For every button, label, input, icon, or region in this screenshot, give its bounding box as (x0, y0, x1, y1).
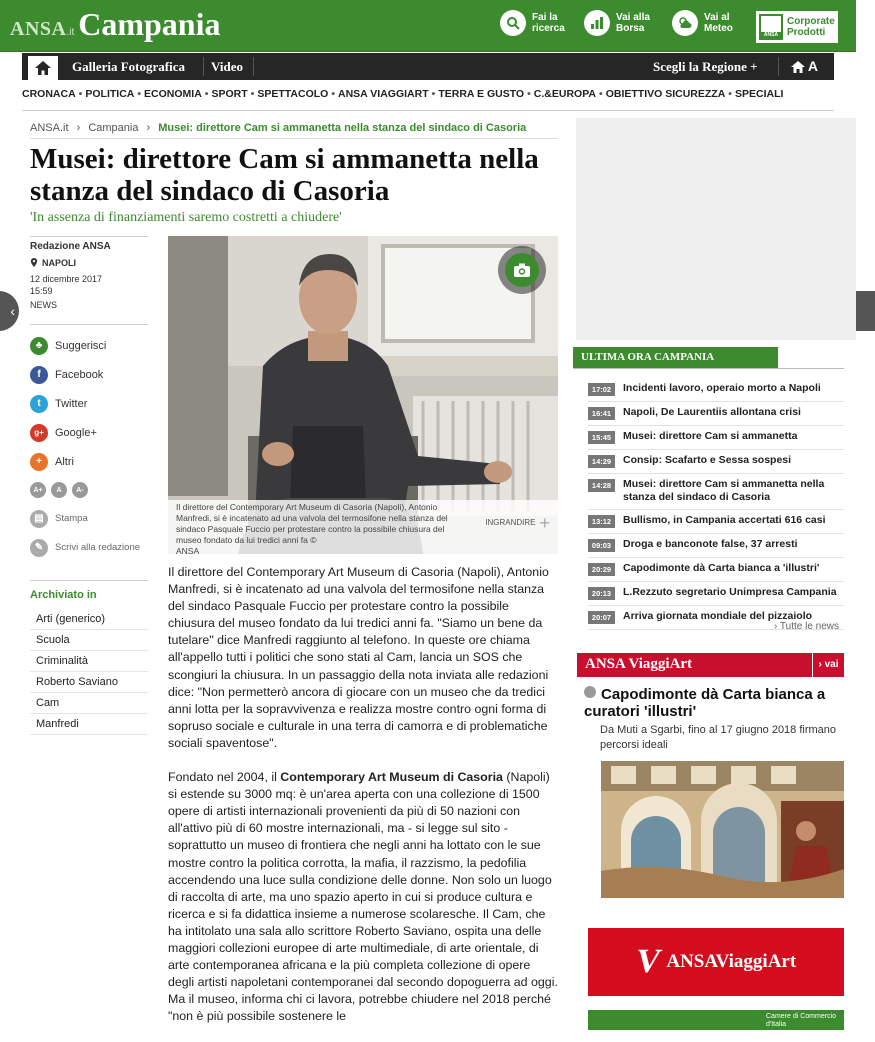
viaggiart-banner-text: ANSAViaggiArt (666, 951, 797, 972)
nav-gallery-link[interactable]: Galleria Fotografica (72, 59, 185, 74)
stock-tool-label-2: Borsa (616, 23, 645, 34)
corporate-label-2: Prodotti (787, 27, 826, 38)
news-item[interactable] (588, 402, 844, 426)
logo-region: Campania (78, 6, 221, 42)
fresco-illustration (601, 761, 844, 898)
viaggiart-banner[interactable] (588, 928, 844, 996)
news-time-badge: 17:02 (588, 383, 615, 396)
news-headline: Consip: Scafarto e Sessa sospesi (623, 454, 792, 466)
weather-tool[interactable] (672, 10, 750, 36)
stock-tool-label-1: Vai alla (616, 12, 650, 23)
weather-tool-label-1: Vai al (704, 12, 730, 23)
prev-article-arrow[interactable] (0, 291, 19, 331)
write-editor-button[interactable] (30, 533, 148, 562)
news-item[interactable] (588, 558, 844, 582)
pencil-icon: ✎ (30, 539, 48, 557)
viaggiart-summary: Da Muti a Sgarbi, fino al 17 giugno 2018 firmano percorsi ideali (600, 724, 837, 751)
news-item[interactable] (588, 426, 844, 450)
chevron-left-icon: ‹ (10, 303, 15, 319)
home-small-icon (791, 61, 805, 73)
news-headline: Musei: direttore Cam si ammanetta nella stanza del sindaco di Casoria (623, 478, 825, 503)
section-separator: • (527, 88, 531, 100)
viaggiart-headline-text: Capodimonte dà Carta bianca a curatori 'illustri' (584, 686, 826, 720)
search-tool-label-1: Fai la (532, 12, 558, 23)
search-icon (500, 10, 526, 36)
article-date: 12 dicembre 2017 (30, 274, 103, 284)
archive-heading: Archiviato in (30, 589, 97, 601)
share-twitter[interactable] (30, 389, 148, 418)
section-link[interactable]: SPECIALI (734, 88, 784, 100)
breadcrumb-section[interactable]: Campania (88, 122, 139, 134)
camera-icon (505, 253, 539, 287)
news-item[interactable] (588, 450, 844, 474)
section-menu (22, 88, 834, 104)
news-time-badge: 09:03 (588, 539, 615, 552)
news-headline: Capodimonte dà Carta bianca a 'illustri' (623, 562, 820, 574)
share-more-label: Altri (55, 455, 74, 468)
ansa-badge-icon (759, 14, 783, 40)
section-separator: • (331, 88, 336, 100)
corporate-products-button[interactable] (756, 11, 838, 43)
news-item[interactable] (588, 534, 844, 558)
cc-label-1: Camere di Commercio (766, 1013, 837, 1020)
section-separator: • (599, 88, 603, 100)
font-size-controls (30, 476, 148, 504)
section-separator: • (137, 88, 142, 100)
chamber-of-commerce-banner[interactable] (588, 1010, 844, 1030)
paragraph-text: (Napoli) si estende su 3000 mq: è un'area aperta con una collezione di 1500 opere di artisti internazionali provenienti da più di 50 nazioni con all'attivo più di 60 mostre internazionali, ma - si legge sul sito - soprattutto un museo di frontiera che negli anni ha lottato con le sue mostre contro la politica corrotta, la mafia, il razzismo, la pedofilia accendendo una luce sulla condizione delle donne. Non solo un luogo di raccolta di arte, ma uno spazio aperto in cui si produce cultura e ricerca e si fa didattica insieme a numerose scolaresche. Il Cam, che ha intitolato una sala allo scrittore Roberto Saviano, ospita una delle maggiori collezioni europee di arte multimediale, di arte orientale, di arte contemporanea africana e la più completa collezione di opere degli artisti napoletani contemporanei dal secondo dopoguerra ad oggi. Ma il museo, informa chi ci lavora, potrebbe chiudere nel 2018 perché "non è più possibile sostenere le (168, 770, 558, 1024)
article-city (30, 257, 148, 269)
nav-video-link[interactable]: Video (211, 59, 244, 74)
news-headline: Napoli, De Laurentiis allontana crisi (623, 406, 801, 418)
share-facebook[interactable] (30, 360, 148, 389)
article-body (168, 564, 558, 1042)
plus-icon: + (539, 512, 550, 533)
weather-tool-label-2: Meteo (704, 23, 733, 34)
search-tool-label-2: ricerca (532, 23, 565, 34)
article-title: Musei: direttore Cam si ammanetta nella stanza del sindaco di Casoria (30, 143, 539, 207)
section-separator: • (431, 88, 436, 100)
plus-icon: + (30, 453, 48, 471)
nav-divider (253, 57, 254, 76)
viaggiart-more-link[interactable]: › vai (812, 653, 844, 677)
news-time-badge: 16:41 (588, 407, 615, 420)
article-type: NEWS (30, 300, 57, 310)
info-icon (584, 686, 596, 698)
share-google-plus[interactable] (30, 418, 148, 447)
enlarge-label: INGRANDIRE (485, 518, 536, 527)
viaggiart-headline[interactable] (584, 686, 846, 720)
section-separator: • (78, 88, 83, 100)
weather-icon (672, 10, 698, 36)
news-time-badge: 14:29 (588, 455, 615, 468)
section-link[interactable]: C.&EUROPA (533, 88, 597, 100)
latest-news-list (588, 378, 844, 630)
print-button[interactable] (30, 504, 148, 533)
printer-icon: ▤ (30, 510, 48, 528)
section-link[interactable]: SPETTACOLO (257, 88, 329, 100)
article-subtitle: 'In assenza di finanziamenti saremo costretti a chiudere' (30, 210, 342, 225)
share-facebook-label: Facebook (55, 368, 104, 381)
section-link[interactable]: CRONACA (22, 88, 76, 100)
region-selector[interactable]: Scegli la Regione + (653, 59, 758, 74)
viaggiart-image[interactable] (601, 761, 844, 898)
archive-tag[interactable]: Roberto Saviano (30, 672, 148, 693)
suggest-icon: ♣ (30, 337, 48, 355)
share-panel (30, 324, 148, 562)
write-editor-label: Scrivi alla redazione (55, 542, 141, 553)
section-link[interactable]: OBIETTIVO SICUREZZA (605, 88, 726, 100)
archive-tags (30, 580, 148, 735)
enlarge-button[interactable] (485, 512, 550, 533)
viaggiart-v-logo: V (632, 943, 664, 980)
corporate-label-1: Corporate (787, 16, 835, 27)
section-link[interactable]: POLITICA (85, 88, 135, 100)
logo-it: .it (66, 27, 75, 38)
breadcrumb-current: Musei: direttore Cam si ammanetta nella stanza del sindaco di Casoria (158, 122, 527, 134)
accessibility-button[interactable] (791, 53, 818, 80)
home-button[interactable] (28, 56, 58, 80)
viaggiart-label: ANSA ViaggiArt (585, 656, 693, 672)
section-link[interactable]: SPORT (211, 88, 248, 100)
news-time-badge: 20:29 (588, 563, 615, 576)
logo-ansa: ANSA (10, 18, 67, 40)
share-suggest-label: Suggerisci (55, 339, 107, 352)
share-twitter-label: Twitter (55, 397, 88, 410)
twitter-icon: t (30, 395, 48, 413)
breadcrumb-divider (30, 138, 558, 139)
section-link[interactable]: TERRA E GUSTO (438, 88, 525, 100)
article-time: 15:59 (30, 286, 53, 296)
news-headline: Arriva giornata mondiale del pizzaiolo (623, 610, 813, 622)
caption-credit: ANSA (176, 546, 200, 556)
news-headline: Incidenti lavoro, operaio morto a Napoli (623, 382, 821, 394)
news-time-badge: 13:12 (588, 515, 615, 528)
news-item[interactable] (588, 474, 844, 510)
font-reset-button[interactable]: A (51, 482, 67, 498)
archive-tag[interactable]: Cam (30, 693, 148, 714)
nav-divider (778, 57, 779, 76)
paragraph-text: Fondato nel 2004, il (168, 770, 281, 785)
font-decrease-button[interactable]: A- (72, 482, 88, 498)
section-separator: • (204, 88, 209, 100)
share-suggest[interactable] (30, 331, 148, 360)
news-time-badge: 15:45 (588, 431, 615, 444)
section-link[interactable]: ECONOMIA (144, 88, 202, 100)
archive-tag[interactable]: Manfredi (30, 714, 148, 735)
breadcrumb-home[interactable]: ANSA.it (30, 122, 69, 134)
news-item[interactable] (588, 510, 844, 534)
location-pin-icon (30, 258, 38, 267)
article-author: Redazione ANSA (30, 241, 111, 252)
caption-text: Il direttore del Contemporary Art Museum di Casoria (Napoli), Antonio Manfredi, si è incatenato ad una valvola del termosifone nella stanza del sindaco Pasquale Fuccio per protestare contro la possibile chiusura del museo fondato da lui tredici anni fa © (176, 502, 448, 545)
section-link[interactable]: ANSA VIAGGIART (338, 88, 429, 100)
archive-tag[interactable]: Arti (generico) (30, 609, 148, 630)
chart-icon (584, 10, 610, 36)
news-time-badge: 14:28 (588, 479, 615, 492)
site-logo[interactable] (10, 6, 221, 43)
latest-news-divider (573, 368, 844, 369)
news-headline: Musei: direttore Cam si ammanetta (623, 430, 798, 442)
accessibility-label: A (807, 58, 818, 74)
main-navbar (22, 53, 834, 80)
news-item[interactable] (588, 378, 844, 402)
facebook-icon: f (30, 366, 48, 384)
news-headline: Bullismo, in Campania accertati 616 casi (623, 514, 826, 526)
home-icon (35, 61, 51, 75)
breadcrumb-sep: › (146, 122, 151, 134)
stock-tool[interactable] (584, 10, 662, 36)
gallery-button[interactable] (498, 246, 546, 294)
photo-caption (168, 500, 558, 554)
share-more[interactable] (30, 447, 148, 476)
news-time-badge: 20:13 (588, 587, 615, 600)
archive-tag[interactable]: Criminalità (30, 651, 148, 672)
section-separator: • (728, 88, 732, 100)
article-meta (30, 236, 148, 311)
breadcrumb-sep: › (76, 122, 81, 134)
news-headline: L.Rezzuto segretario Unimpresa Campania (623, 586, 837, 598)
all-news-link[interactable]: › Tutte le news (774, 621, 840, 632)
breadcrumb (30, 122, 526, 134)
top-header (0, 0, 856, 52)
archive-tag[interactable]: Scuola (30, 630, 148, 651)
ad-placeholder (576, 118, 856, 340)
header-divider (22, 110, 834, 111)
article-paragraph (168, 769, 558, 1025)
news-time-badge: 20:07 (588, 611, 615, 624)
news-headline: Droga e banconote false, 37 arresti (623, 538, 798, 550)
search-tool[interactable] (500, 10, 578, 36)
article-paragraph: Il direttore del Contemporary Art Museum di Casoria (Napoli), Antonio Manfredi, si è incatenato ad una valvola del termosifone nella stanza del sindaco Pasquale Fuccio per protestare contro la possibile chiusura del museo fondato da lui tredici anni fa. "Siamo un bene da tutelare" dice Manfredi raggiunto al telefono. In queste ore chiama all'appello tutti i politici che sono stati al Cam, lancia un SOS che scongiuri la chiusura. In un passaggio della nota inviata alle redazioni dice: "Non permetterò ancora di giocare con un museo che da tredici anni lotta per la sopravvivenza e realizza mostre contro ogni forma di sopruso sociale e culturale in una terra di camorra e di problematiche sociali spaventose". (168, 565, 549, 750)
viaggiart-header (577, 653, 844, 677)
news-item[interactable] (588, 582, 844, 606)
museum-link[interactable]: Contemporary Art Museum di Casoria (280, 770, 503, 785)
nav-divider (203, 57, 204, 76)
print-label: Stampa (55, 513, 88, 524)
latest-news-heading: ULTIMA ORA CAMPANIA (573, 347, 778, 368)
font-increase-button[interactable]: A+ (30, 482, 46, 498)
google-plus-icon: g+ (30, 424, 48, 442)
share-google-plus-label: Google+ (55, 426, 97, 439)
section-separator: • (250, 88, 255, 100)
article-city-label: NAPOLI (42, 258, 77, 268)
cc-label-2: d'Italia (766, 1021, 787, 1028)
